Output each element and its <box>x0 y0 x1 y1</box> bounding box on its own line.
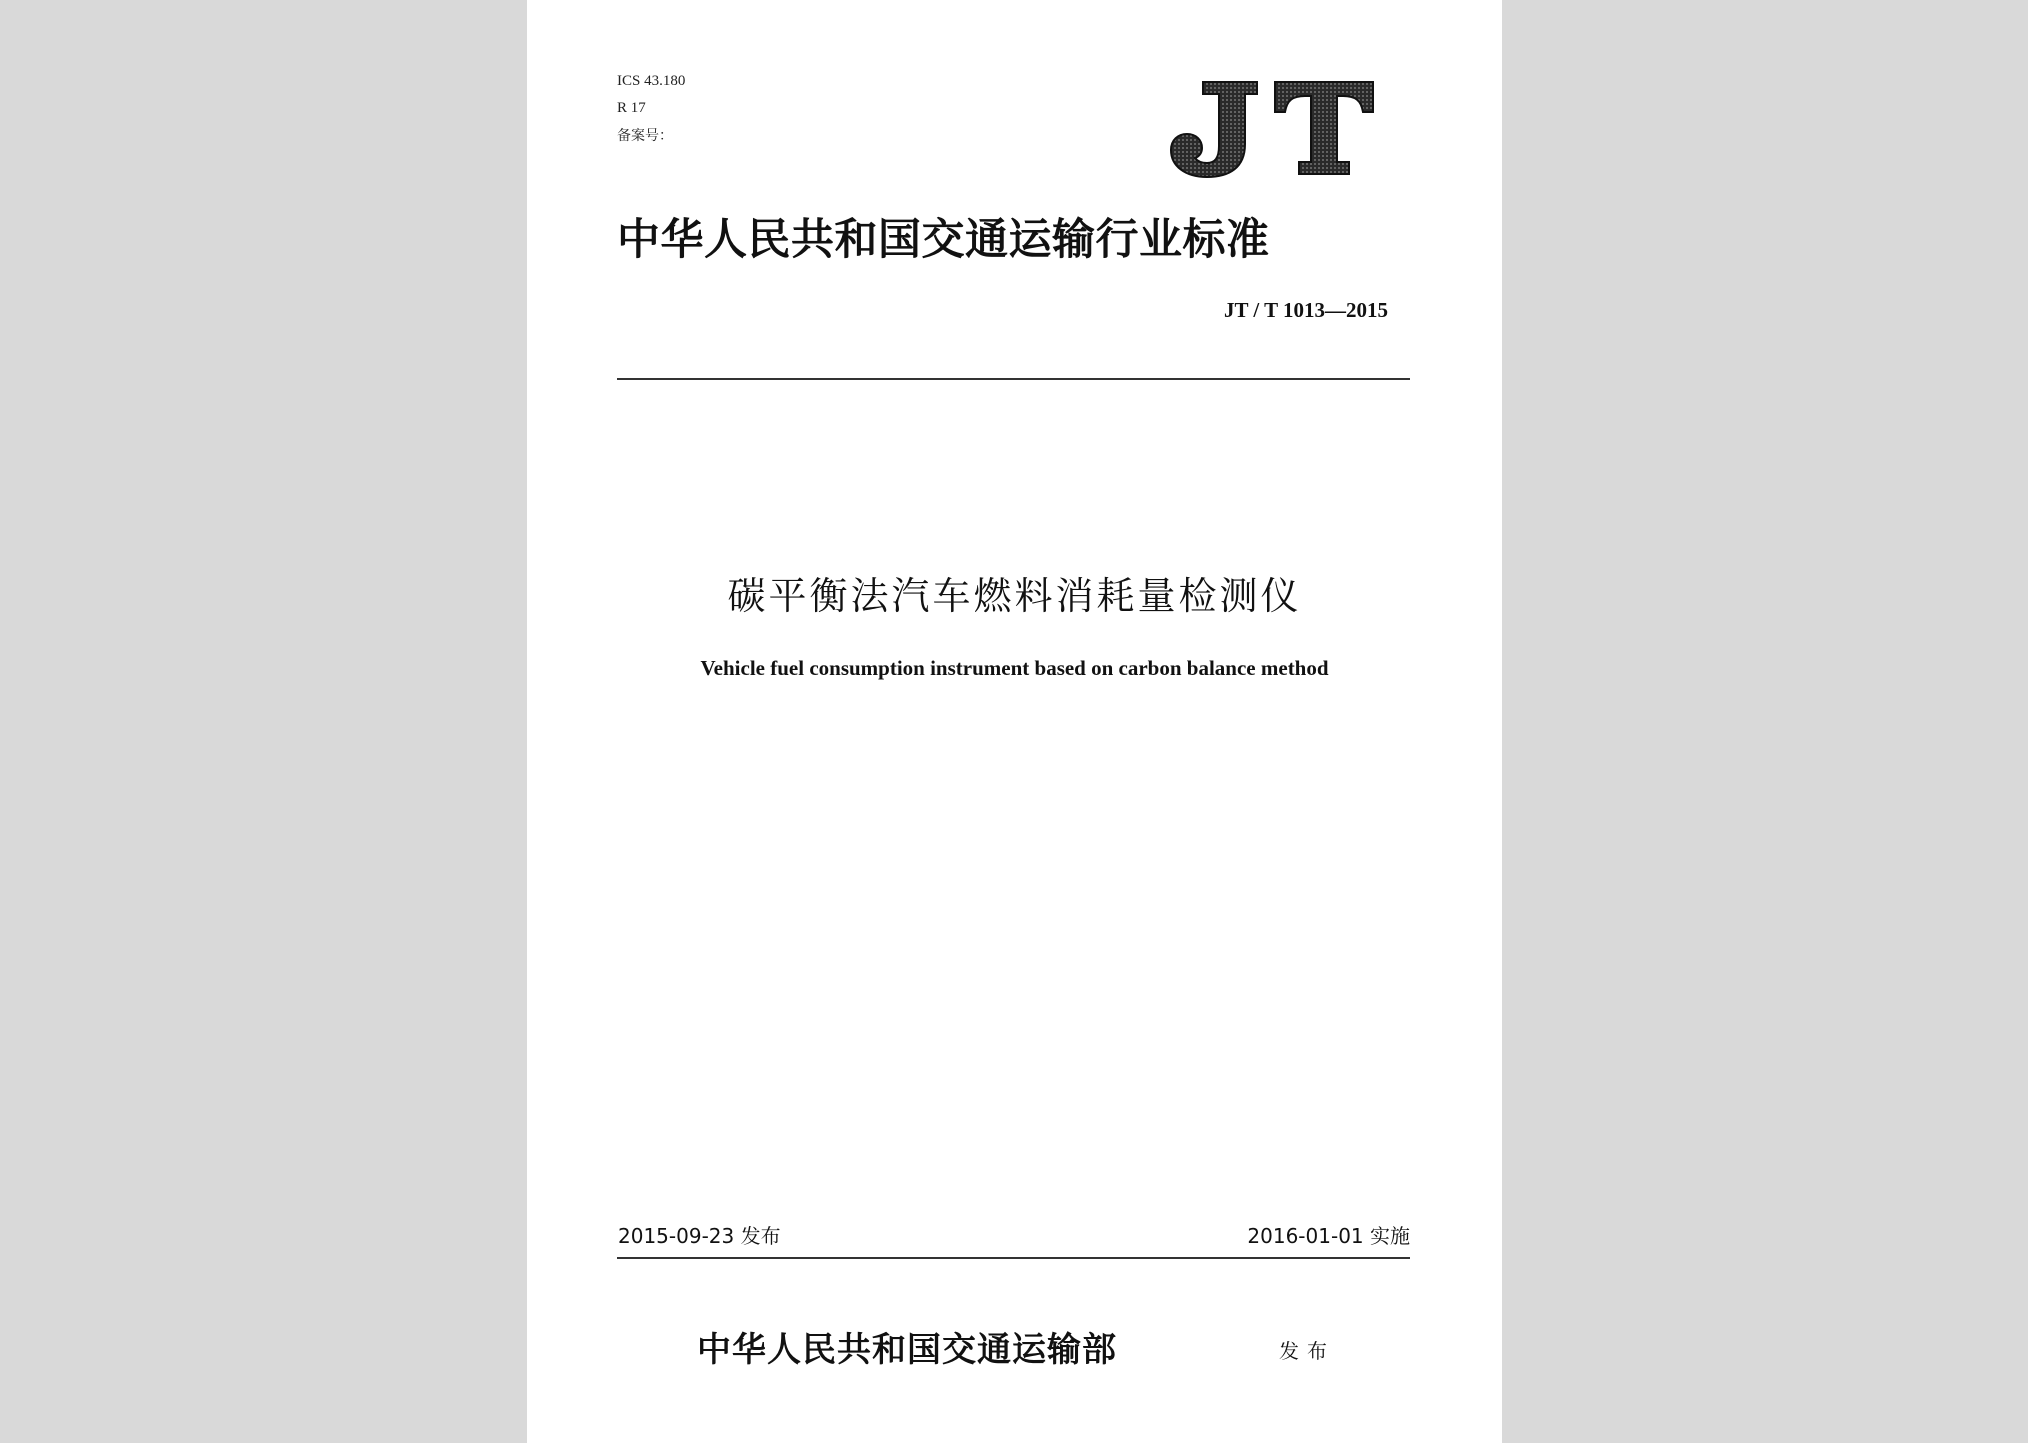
issue-date: 2015-09-23 发布 <box>618 1224 781 1248</box>
ics-code: ICS 43.180 <box>617 73 686 89</box>
implementation-date: 2016-01-01 实施 <box>1247 1224 1410 1248</box>
document-page <box>527 0 1502 1443</box>
publish-label: 发布 <box>1279 1339 1335 1363</box>
document-title-en: Vehicle fuel consumption instrument based on carbon balance method <box>700 656 1329 680</box>
ccs-code: R 17 <box>617 100 646 116</box>
filing-number: 备案号： <box>617 128 673 144</box>
top-divider <box>617 378 1410 380</box>
bottom-divider <box>617 1257 1410 1259</box>
document-title-cn: 碳平衡法汽车燃料消耗量检测仪 <box>727 574 1302 618</box>
jt-logo <box>1165 78 1385 178</box>
issuing-authority: 中华人民共和国交通运输部 <box>697 1330 1117 1370</box>
standard-number: JT / T 1013—2015 <box>1224 298 1388 322</box>
industry-standard-title: 中华人民共和国交通运输行业标准 <box>617 215 1270 265</box>
